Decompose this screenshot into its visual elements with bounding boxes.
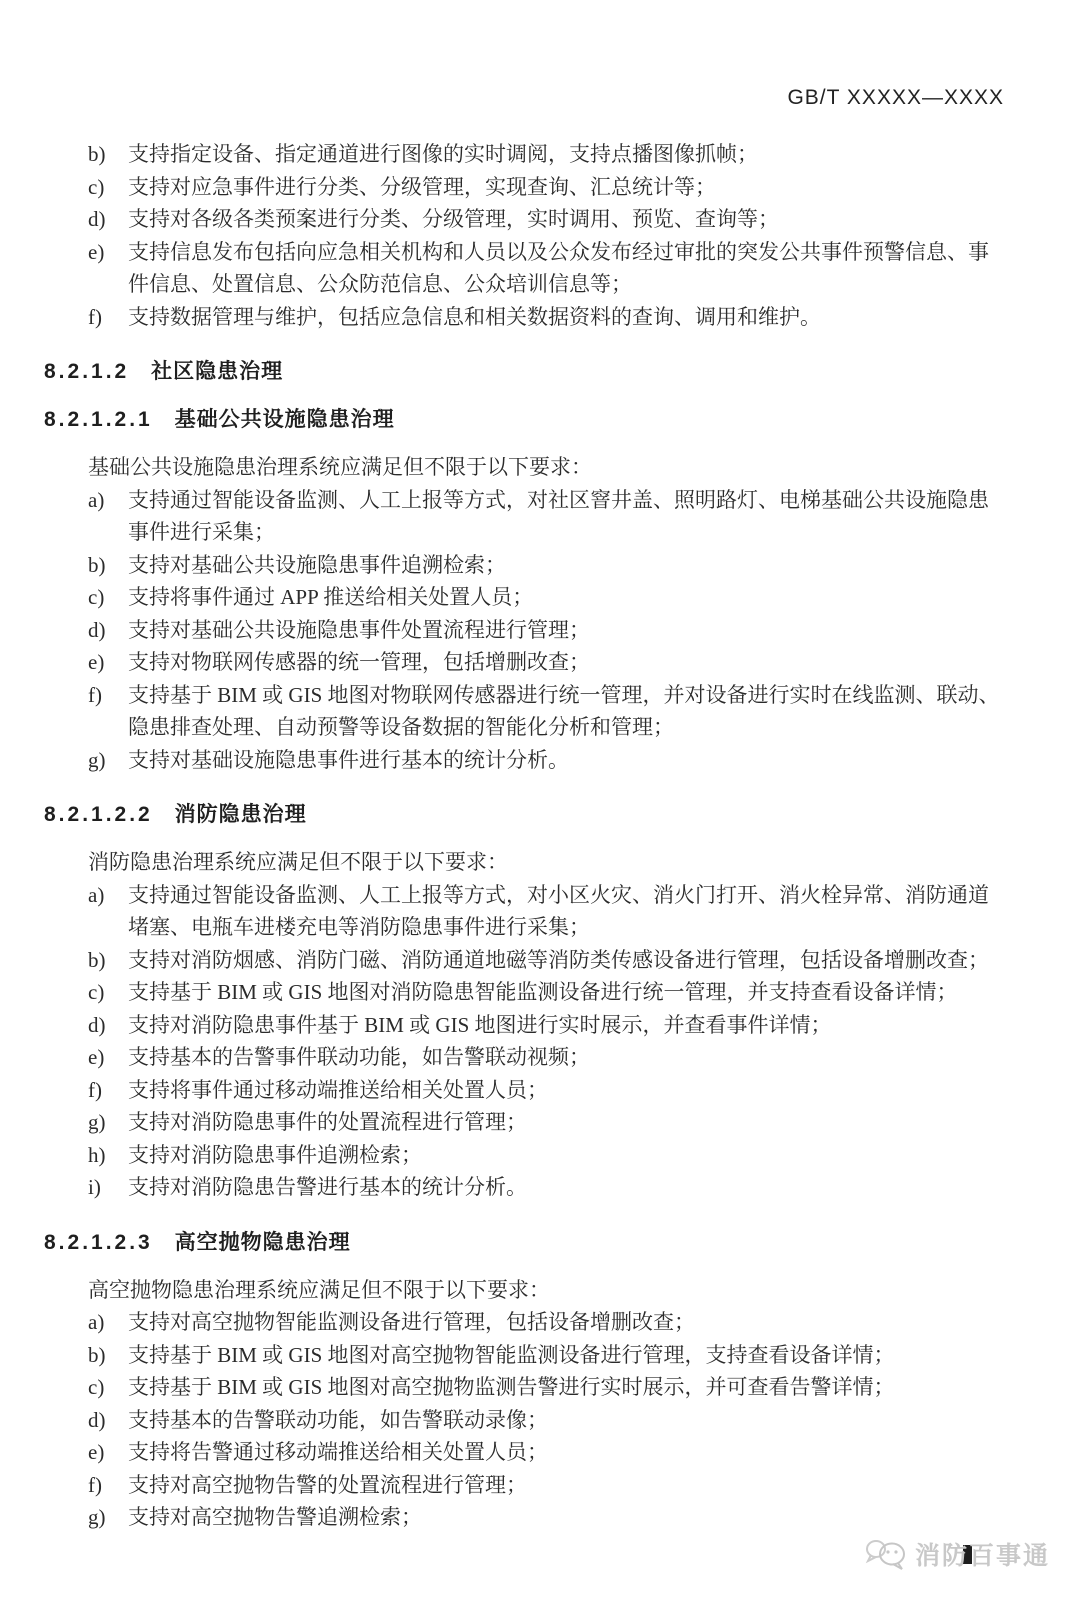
- top-list: [88, 138, 1004, 333]
- watermark-text: 消防百事通: [914, 1542, 1050, 1570]
- item-text: 支持对高空抛物告警追溯检索；: [128, 1505, 422, 1529]
- item-text: 支持对消防隐患事件追溯检索；: [128, 1142, 422, 1167]
- item-label: e): [88, 650, 105, 674]
- list-item: [88, 879, 1004, 944]
- item-label: c): [88, 174, 105, 199]
- item-label: b): [88, 947, 106, 972]
- item-text: 支持对消防烟感、消防门磁、消防通道地磁等消防类传感设备进行管理，包括设备增删改查；: [128, 947, 989, 972]
- doc-header: [44, 86, 1004, 110]
- list-item: [88, 976, 1004, 1009]
- section-intro: 消防隐患治理系统应满足但不限于以下要求：: [88, 850, 508, 874]
- list-item: [88, 1074, 1004, 1107]
- item-text: 支持将事件通过移动端推送给相关处置人员；: [128, 1077, 548, 1102]
- item-text: 支持对基础设施隐患事件进行基本的统计分析。: [128, 747, 569, 772]
- list-item: [88, 1306, 1004, 1339]
- doc-code: GB/T XXXXX—XXXX: [787, 86, 1004, 109]
- item-label: d): [88, 617, 106, 642]
- section-title: 高空抛物隐患治理: [174, 1230, 351, 1254]
- item-label: c): [88, 980, 105, 1004]
- item-text: 支持基于 BIM 或 GIS 地图对高空抛物智能监测设备进行管理，支持查看设备详情；: [128, 1342, 895, 1367]
- list-item: [88, 1009, 1004, 1042]
- list-item: [88, 1436, 1004, 1469]
- list-item: [88, 138, 1004, 171]
- item-label: f): [88, 682, 102, 707]
- list-item: [88, 236, 1004, 301]
- section-number: 8.2.1.2: [44, 360, 130, 383]
- item-text: 支持基本的告警事件联动功能，如告警联动视频；: [128, 1045, 590, 1069]
- item-label: c): [88, 585, 105, 609]
- list-item: [88, 484, 1004, 549]
- item-label: b): [88, 142, 106, 166]
- list-item: [88, 301, 1004, 334]
- list-item: [88, 1139, 1004, 1172]
- item-label: g): [88, 747, 106, 772]
- item-text: 支持对基础公共设施隐患事件追溯检索；: [128, 552, 506, 577]
- section-intro: 高空抛物隐患治理系统应满足但不限于以下要求：: [88, 1277, 550, 1302]
- item-text: 支持将告警通过移动端推送给相关处置人员；: [128, 1440, 548, 1464]
- section-heading-8-2-1-2-3: [44, 1230, 1004, 1256]
- item-label: d): [88, 1407, 106, 1432]
- item-label: b): [88, 552, 106, 577]
- item-text: 支持基于 BIM 或 GIS 地图对物联网传感器进行统一管理，并对设备进行实时在线监测、联动、隐患排查处理、自动预警等设备数据的智能化分析和管理；: [128, 682, 1000, 739]
- item-text: 支持对消防隐患告警进行基本的统计分析。: [128, 1175, 527, 1199]
- section-title: 社区隐患治理: [151, 360, 284, 383]
- list-item: [88, 1501, 1004, 1534]
- section-heading-8-2-1-2-1: [44, 407, 1004, 433]
- list-item: [88, 549, 1004, 582]
- list-item: [88, 944, 1004, 977]
- list-item: [88, 1371, 1004, 1404]
- item-text: 支持基本的告警联动功能，如告警联动录像；: [128, 1407, 548, 1432]
- item-text: 支持数据管理与维护，包括应急信息和相关数据资料的查询、调用和维护。: [128, 304, 821, 329]
- section-number: 8.2.1.2.2: [44, 803, 153, 826]
- item-text: 支持对各级各类预案进行分类、分级管理，实时调用、预览、查询等；: [128, 207, 779, 231]
- list-item: [88, 646, 1004, 679]
- item-text: 支持信息发布包括向应急相关机构和人员以及公众发布经过审批的突发公共事件预警信息、事件信息、处置信息、公众防范信息、公众培训信息等；: [128, 239, 989, 296]
- section-1-list: [88, 484, 1004, 777]
- item-label: d): [88, 207, 106, 231]
- wechat-bubbles-icon: [865, 1536, 909, 1572]
- list-item: [88, 203, 1004, 236]
- section-2-list: [88, 879, 1004, 1204]
- item-text: 支持对基础公共设施隐患事件处置流程进行管理；: [128, 617, 590, 642]
- section-title: 基础公共设施隐患治理: [174, 408, 395, 431]
- item-label: i): [88, 1175, 101, 1199]
- list-item: [88, 171, 1004, 204]
- list-item: [88, 1171, 1004, 1204]
- section-3-list: [88, 1306, 1004, 1534]
- item-text: 支持对应急事件进行分类、分级管理，实现查询、汇总统计等；: [128, 174, 716, 199]
- item-label: h): [88, 1142, 106, 1167]
- item-text: 支持对高空抛物告警的处置流程进行管理；: [128, 1472, 527, 1497]
- section-number: 8.2.1.2.1: [44, 408, 153, 431]
- item-text: 支持将事件通过 APP 推送给相关处置人员；: [128, 585, 534, 609]
- item-text: 支持对物联网传感器的统一管理，包括增删改查；: [128, 650, 590, 674]
- item-text: 支持通过智能设备监测、人工上报等方式，对社区窨井盖、照明路灯、电梯基础公共设施隐患事件进行采集；: [128, 487, 989, 544]
- item-label: g): [88, 1505, 106, 1529]
- list-item: [88, 1404, 1004, 1437]
- item-text: 支持基于 BIM 或 GIS 地图对消防隐患智能监测设备进行统一管理，并支持查看设备详情；: [128, 980, 958, 1004]
- section-number: 8.2.1.2.3: [44, 1230, 153, 1254]
- item-label: e): [88, 239, 105, 264]
- item-text: 支持通过智能设备监测、人工上报等方式，对小区火灾、消火门打开、消火栓异常、消防通道堵塞、电瓶车进楼充电等消防隐患事件进行采集；: [128, 882, 989, 939]
- item-label: a): [88, 882, 105, 907]
- list-item: [88, 581, 1004, 614]
- item-text: 支持对高空抛物智能监测设备进行管理，包括设备增删改查；: [128, 1310, 695, 1334]
- list-item: [88, 1106, 1004, 1139]
- watermark: [865, 1536, 1050, 1572]
- list-item: [88, 679, 1004, 744]
- list-item: [88, 1041, 1004, 1074]
- section-title: 消防隐患治理: [174, 803, 307, 826]
- item-label: a): [88, 487, 105, 512]
- list-item: [88, 1469, 1004, 1502]
- item-label: d): [88, 1012, 106, 1037]
- item-label: e): [88, 1440, 105, 1464]
- list-item: [88, 614, 1004, 647]
- item-label: f): [88, 1077, 102, 1102]
- item-text: 支持对消防隐患事件的处置流程进行管理；: [128, 1110, 527, 1134]
- item-text: 支持对消防隐患事件基于 BIM 或 GIS 地图进行实时展示，并查看事件详情；: [128, 1012, 832, 1037]
- item-label: a): [88, 1310, 105, 1334]
- item-label: e): [88, 1045, 105, 1069]
- section-intro: 基础公共设施隐患治理系统应满足但不限于以下要求：: [88, 455, 592, 479]
- item-text: 支持基于 BIM 或 GIS 地图对高空抛物监测告警进行实时展示，并可查看告警详情；: [128, 1375, 895, 1399]
- section-heading-8-2-1-2: [44, 359, 1004, 385]
- item-text: 支持指定设备、指定通道进行图像的实时调阅，支持点播图像抓帧；: [128, 142, 758, 166]
- item-label: f): [88, 304, 102, 329]
- list-item: [88, 1339, 1004, 1372]
- item-label: b): [88, 1342, 106, 1367]
- item-label: g): [88, 1110, 106, 1134]
- list-item: [88, 744, 1004, 777]
- item-label: f): [88, 1472, 102, 1497]
- item-label: c): [88, 1375, 105, 1399]
- section-heading-8-2-1-2-2: [44, 802, 1004, 828]
